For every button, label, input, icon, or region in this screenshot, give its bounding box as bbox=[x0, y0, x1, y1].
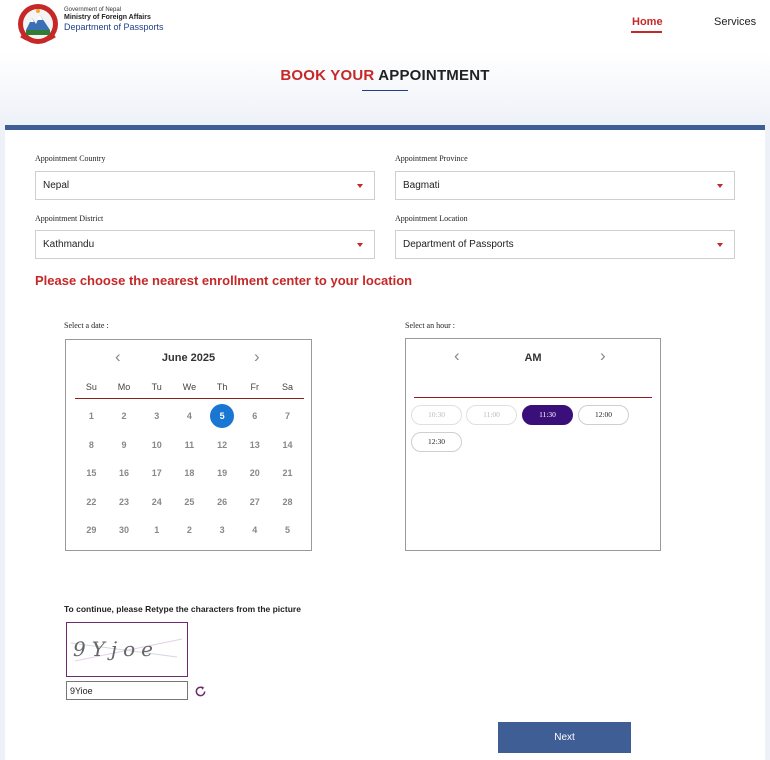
calendar-day[interactable] bbox=[271, 518, 304, 542]
calendar-week-row bbox=[75, 459, 304, 488]
logo-text bbox=[64, 7, 164, 32]
calendar-week-row bbox=[75, 402, 304, 431]
weekday-label: Fr bbox=[250, 382, 260, 392]
calendar-day-number: 10 bbox=[151, 439, 162, 450]
calendar-days-grid bbox=[75, 402, 304, 545]
select-date-label: Select a date : bbox=[64, 321, 109, 330]
page-title-part2: APPOINTMENT bbox=[378, 67, 490, 84]
caret-down-icon bbox=[717, 243, 723, 247]
calendar-day-number: 2 bbox=[186, 525, 192, 536]
location-label: Appointment Location bbox=[395, 214, 468, 223]
calendar-day[interactable] bbox=[140, 490, 173, 514]
calendar-day-number: 18 bbox=[184, 468, 195, 479]
calendar-day[interactable] bbox=[108, 518, 141, 542]
calendar-day-number: 24 bbox=[151, 496, 162, 507]
district-label: Appointment District bbox=[35, 214, 104, 223]
calendar-day[interactable] bbox=[75, 433, 108, 457]
nav-services-link[interactable]: Services bbox=[714, 16, 757, 28]
refresh-icon[interactable] bbox=[194, 685, 207, 698]
caret-down-icon bbox=[717, 184, 723, 188]
calendar-day[interactable] bbox=[238, 461, 271, 485]
calendar-day-number: 20 bbox=[249, 468, 260, 479]
calendar-day-number: 15 bbox=[86, 468, 97, 479]
country-select[interactable] bbox=[35, 171, 375, 200]
captcha-input[interactable] bbox=[66, 681, 188, 700]
province-select-value: Bagmati bbox=[403, 180, 440, 191]
calendar-day-number: 8 bbox=[88, 439, 94, 450]
calendar-day[interactable] bbox=[140, 433, 173, 457]
date-calendar bbox=[65, 339, 312, 551]
calendar-day[interactable] bbox=[140, 518, 173, 542]
captcha-image bbox=[66, 622, 188, 677]
calendar-day[interactable] bbox=[75, 461, 108, 485]
calendar-weekdays bbox=[75, 382, 304, 392]
calendar-day[interactable] bbox=[108, 490, 141, 514]
captcha-image-graphic bbox=[67, 623, 187, 676]
title-band bbox=[0, 53, 770, 125]
calendar-week-row bbox=[75, 488, 304, 517]
country-label: Appointment Country bbox=[35, 154, 106, 163]
calendar-day[interactable] bbox=[173, 404, 206, 428]
nav-home-active-indicator bbox=[631, 31, 662, 33]
calendar-day-number: 12 bbox=[217, 439, 228, 450]
page-title bbox=[0, 67, 770, 84]
calendar-day-number: 30 bbox=[119, 525, 130, 536]
calendar-day-number: 7 bbox=[284, 411, 290, 422]
hour-picker bbox=[405, 338, 661, 551]
calendar-day-number: 5 bbox=[284, 525, 290, 536]
select-hour-label: Select an hour : bbox=[405, 321, 455, 330]
calendar-day-number: 16 bbox=[119, 468, 130, 479]
calendar-day[interactable] bbox=[206, 518, 239, 542]
logo-ministry: Ministry of Foreign Affairs bbox=[64, 13, 151, 21]
calendar-day-number: 4 bbox=[252, 525, 258, 536]
calendar-day-number: 21 bbox=[282, 468, 293, 479]
calendar-day[interactable] bbox=[271, 433, 304, 457]
chevron-left-icon[interactable]: ‹ bbox=[115, 347, 121, 366]
calendar-day[interactable] bbox=[108, 461, 141, 485]
calendar-day-number: 3 bbox=[154, 411, 160, 422]
calendar-day[interactable] bbox=[140, 404, 173, 428]
calendar-week-row bbox=[75, 516, 304, 545]
calendar-month-title: June 2025 bbox=[161, 352, 216, 364]
country-select-value: Nepal bbox=[43, 180, 70, 191]
calendar-day[interactable] bbox=[140, 461, 173, 485]
weekday-label: Su bbox=[85, 382, 97, 392]
chevron-right-icon[interactable]: › bbox=[600, 346, 606, 365]
calendar-day-number: 23 bbox=[119, 496, 130, 507]
calendar-day-number: 26 bbox=[217, 496, 228, 507]
calendar-day-number: 29 bbox=[86, 525, 97, 536]
weekday-label: Mo bbox=[117, 382, 131, 392]
calendar-day-number: 27 bbox=[249, 496, 260, 507]
calendar-day[interactable] bbox=[173, 518, 206, 542]
calendar-day-number: 5 bbox=[210, 404, 234, 428]
province-select[interactable] bbox=[395, 171, 735, 200]
nearest-center-message: Please choose the nearest enrollment center to your location bbox=[35, 273, 413, 288]
calendar-day[interactable] bbox=[173, 433, 206, 457]
hour-divider bbox=[414, 397, 652, 398]
calendar-day[interactable] bbox=[173, 490, 206, 514]
next-button[interactable]: Next bbox=[498, 722, 631, 753]
page-title-part1: BOOK YOUR bbox=[280, 67, 375, 84]
calendar-day[interactable] bbox=[271, 404, 304, 428]
calendar-day[interactable] bbox=[271, 490, 304, 514]
calendar-day-number: 3 bbox=[219, 525, 225, 536]
province-label: Appointment Province bbox=[395, 154, 468, 163]
calendar-day-selected[interactable] bbox=[206, 404, 239, 428]
nepal-emblem-icon bbox=[16, 3, 60, 45]
calendar-day[interactable] bbox=[75, 490, 108, 514]
calendar-day-number: 9 bbox=[121, 439, 127, 450]
weekday-label: Th bbox=[216, 382, 228, 392]
time-slot-available[interactable]: 12:00 bbox=[578, 405, 629, 425]
calendar-day[interactable] bbox=[271, 461, 304, 485]
calendar-day-number: 2 bbox=[121, 411, 127, 422]
calendar-day[interactable] bbox=[206, 490, 239, 514]
captcha-instruction: To continue, please Retype the characters from the picture bbox=[64, 604, 301, 614]
calendar-day[interactable] bbox=[206, 433, 239, 457]
calendar-day-number: 28 bbox=[282, 496, 293, 507]
calendar-day-number: 25 bbox=[184, 496, 195, 507]
captcha-text: 9Yjoe bbox=[73, 637, 160, 661]
site-header bbox=[0, 0, 770, 53]
calendar-day-number: 6 bbox=[252, 411, 258, 422]
calendar-day-number: 22 bbox=[86, 496, 97, 507]
logo-department: Department of Passports bbox=[64, 21, 164, 32]
time-slot-available[interactable]: 12:30 bbox=[411, 432, 462, 452]
calendar-day-number: 1 bbox=[154, 525, 160, 536]
time-slot-disabled: 10:30 bbox=[411, 405, 462, 425]
caret-down-icon bbox=[357, 243, 363, 247]
chevron-right-icon[interactable]: › bbox=[254, 347, 260, 366]
calendar-day-number: 11 bbox=[184, 439, 195, 450]
calendar-day[interactable] bbox=[206, 461, 239, 485]
location-select-value: Department of Passports bbox=[403, 239, 514, 250]
weekday-label: We bbox=[182, 382, 197, 392]
calendar-day-number: 19 bbox=[217, 468, 228, 479]
district-select[interactable] bbox=[35, 230, 375, 259]
calendar-day[interactable] bbox=[75, 404, 108, 428]
nav-home-link[interactable]: Home bbox=[632, 16, 663, 28]
calendar-day-number: 1 bbox=[88, 411, 94, 422]
calendar-day[interactable] bbox=[238, 518, 271, 542]
logo-government: Government of Nepal bbox=[64, 7, 122, 13]
district-select-value: Kathmandu bbox=[43, 239, 95, 250]
weekday-label: Tu bbox=[151, 382, 162, 392]
calendar-divider bbox=[75, 398, 304, 399]
caret-down-icon bbox=[357, 184, 363, 188]
calendar-day-number: 4 bbox=[186, 411, 192, 422]
title-underline bbox=[362, 90, 408, 91]
time-slot-disabled: 11:00 bbox=[466, 405, 517, 425]
calendar-day-number: 13 bbox=[249, 439, 260, 450]
calendar-day[interactable] bbox=[75, 518, 108, 542]
calendar-day[interactable] bbox=[238, 490, 271, 514]
chevron-left-icon[interactable]: ‹ bbox=[454, 346, 460, 365]
calendar-day[interactable] bbox=[108, 433, 141, 457]
calendar-day-number: 14 bbox=[282, 439, 293, 450]
calendar-day[interactable] bbox=[238, 433, 271, 457]
calendar-day[interactable] bbox=[173, 461, 206, 485]
time-slot-selected[interactable]: 11:30 bbox=[522, 405, 573, 425]
location-select[interactable] bbox=[395, 230, 735, 259]
calendar-day[interactable] bbox=[108, 404, 141, 428]
calendar-week-row bbox=[75, 431, 304, 460]
hour-period: AM bbox=[524, 352, 542, 364]
calendar-day-number: 17 bbox=[151, 468, 162, 479]
calendar-day[interactable] bbox=[238, 404, 271, 428]
weekday-label: Sa bbox=[281, 382, 293, 392]
